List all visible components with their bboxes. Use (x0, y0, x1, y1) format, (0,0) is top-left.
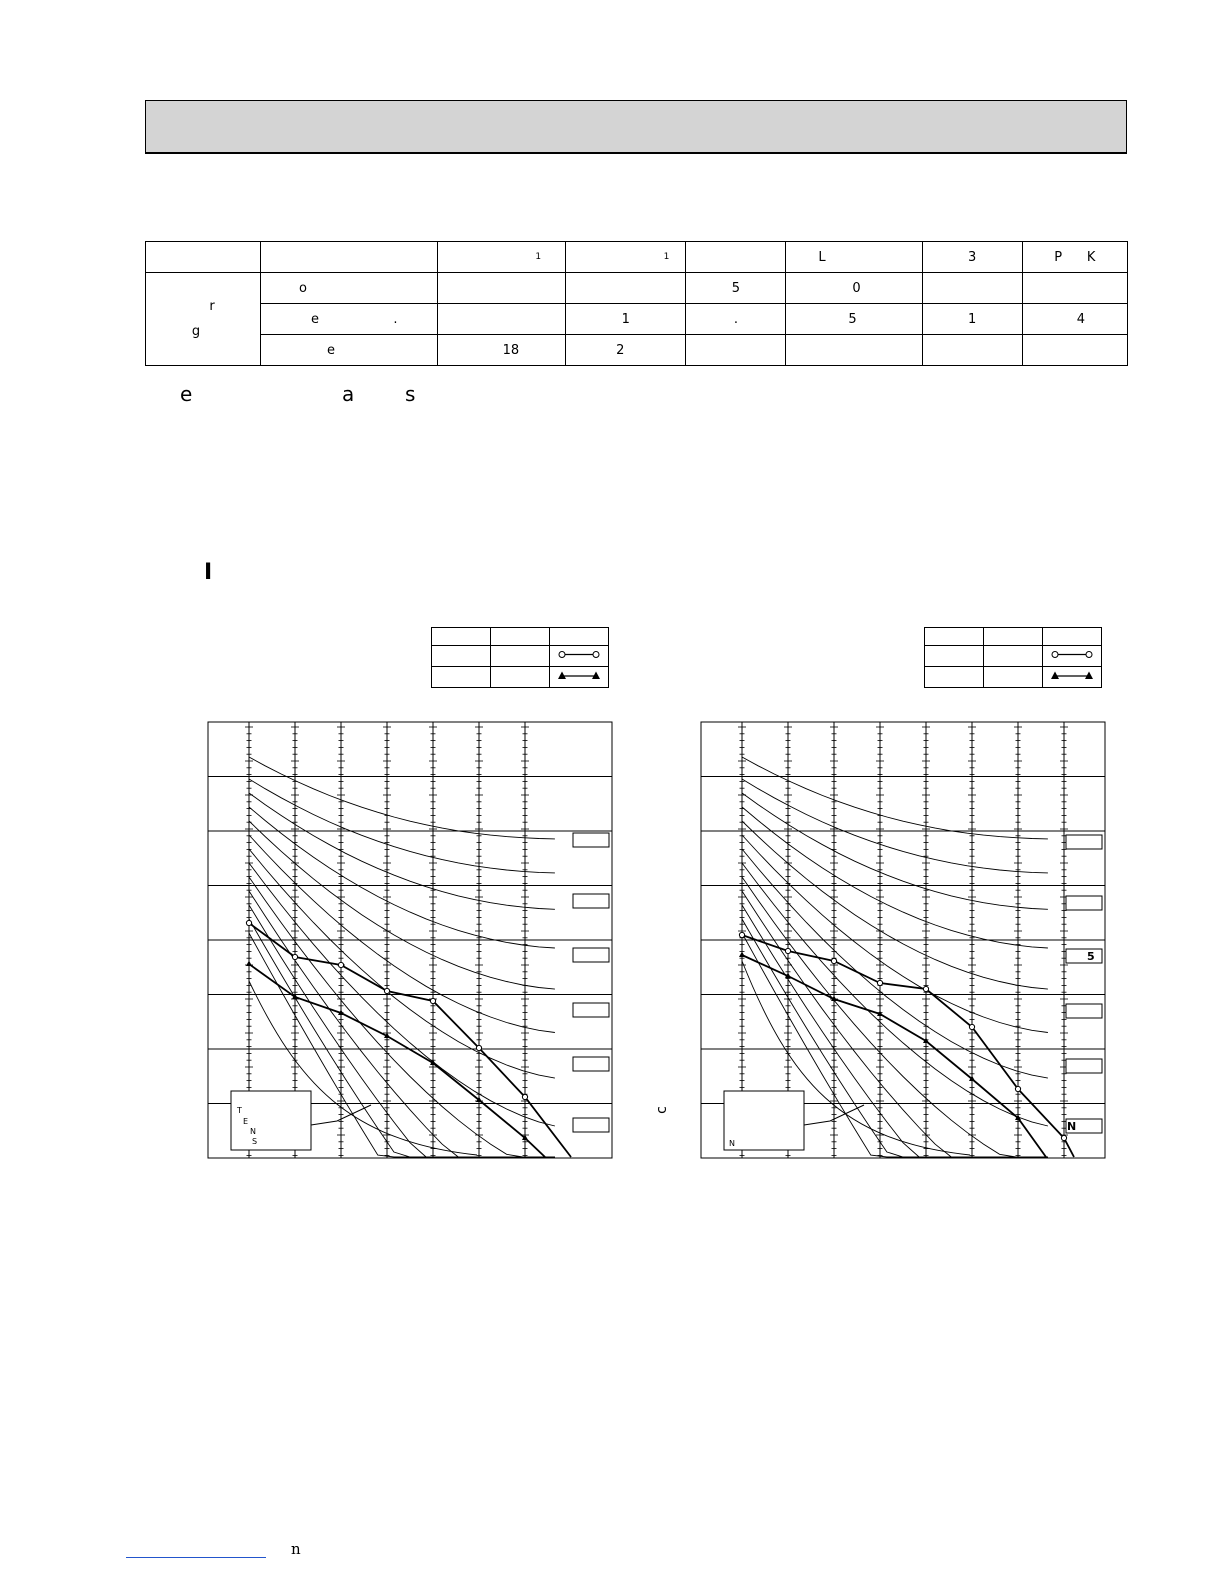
spec-row (146, 335, 1128, 366)
legend-row (432, 646, 609, 667)
curve-label-text: N (1067, 1120, 1077, 1133)
spec-header-cell: L (786, 242, 922, 273)
curve-label-box (573, 1003, 609, 1017)
subtitle-part: s (405, 382, 416, 406)
curve-label-box (573, 833, 609, 847)
spec-cell: . (686, 304, 786, 335)
series-point-circle (1015, 1086, 1020, 1091)
legend-cell (925, 646, 984, 667)
curve-label-box (573, 894, 609, 908)
subtitle-part: e (180, 382, 193, 406)
spec-row-label: e . (261, 304, 438, 335)
spec-cell (686, 335, 786, 366)
spec-row-label: o (261, 273, 438, 304)
spec-cell (438, 273, 566, 304)
curve-label-text: 5 (1087, 950, 1095, 963)
note-text: S (252, 1137, 258, 1146)
series-point-circle (430, 998, 435, 1003)
spec-cell: 5 (786, 304, 922, 335)
legend-symbol-triangle (550, 667, 609, 688)
subtitle-part: a (342, 382, 355, 406)
spec-header-cell (146, 242, 261, 273)
legend-symbol-circle (1043, 646, 1102, 667)
circle-line-icon (550, 646, 608, 663)
note-text: N (250, 1127, 256, 1136)
legend-right (924, 627, 1102, 688)
series-point-circle (739, 932, 744, 937)
curve-label-box (573, 948, 609, 962)
spec-cell: 4 (1022, 304, 1127, 335)
spec-row-label: e (261, 335, 438, 366)
legend-cell (491, 667, 550, 688)
legend-cell (1043, 628, 1102, 646)
spec-cell: 5 (686, 273, 786, 304)
spec-table (145, 241, 1128, 366)
footer-link-line (126, 1557, 266, 1558)
series-point-circle (476, 1045, 481, 1050)
spec-cell (438, 304, 566, 335)
note-text: E (243, 1117, 249, 1126)
spec-row (146, 304, 1128, 335)
spec-header-row (146, 242, 1128, 273)
series-point-circle (338, 962, 343, 967)
series-point-circle (969, 1024, 974, 1029)
curve-label-box (1066, 835, 1102, 849)
header-bar (145, 100, 1127, 154)
spec-group-cell (146, 273, 261, 366)
spec-cell: 1 (566, 304, 686, 335)
series-point-circle (877, 980, 882, 985)
legend-left (431, 627, 609, 688)
series-point-circle (384, 988, 389, 993)
legend-cell (432, 628, 491, 646)
series-point-circle (923, 986, 928, 991)
legend-cell (491, 628, 550, 646)
legend-cell (984, 667, 1043, 688)
section-heading: I (204, 560, 213, 585)
curve-label-box (1066, 949, 1102, 963)
legend-symbol-triangle (1043, 667, 1102, 688)
series-point-circle (246, 920, 251, 925)
note-text: T (237, 1106, 242, 1115)
spec-header-cell (261, 242, 438, 273)
series-point-circle (785, 948, 790, 953)
legend-row (925, 628, 1102, 646)
legend-row (925, 646, 1102, 667)
legend-cell (491, 646, 550, 667)
spec-cell: 2 (566, 335, 686, 366)
curve-label-box (1066, 1004, 1102, 1018)
side-label: c (653, 1106, 670, 1114)
spec-header-cell: 1 (566, 242, 686, 273)
circle-line-icon (1043, 646, 1101, 663)
legend-row (432, 628, 609, 646)
legend-cell (550, 628, 609, 646)
chart-right (700, 721, 1106, 1159)
legend-cell (984, 628, 1043, 646)
legend-cell (984, 646, 1043, 667)
series-point-circle (831, 958, 836, 963)
spec-group-label: r (209, 299, 215, 314)
series-point-circle (1061, 1135, 1066, 1140)
chart-left (207, 721, 613, 1159)
legend-cell (432, 667, 491, 688)
series-point-circle (292, 954, 297, 959)
legend-cell (925, 667, 984, 688)
note-box (724, 1091, 804, 1150)
legend-row (432, 667, 609, 688)
spec-header-cell: 1 (438, 242, 566, 273)
legend-cell (925, 628, 984, 646)
footer-text: n (291, 1540, 301, 1558)
legend-cell (432, 646, 491, 667)
spec-header-cell: P K (1022, 242, 1127, 273)
triangle-line-icon (1043, 667, 1101, 684)
spec-cell (1022, 335, 1127, 366)
curve-label-box (1066, 896, 1102, 910)
spec-cell (1022, 273, 1127, 304)
spec-cell (566, 273, 686, 304)
note-text: N (729, 1139, 735, 1148)
spec-cell (922, 273, 1022, 304)
triangle-line-icon (550, 667, 608, 684)
series-point-circle (522, 1094, 527, 1099)
spec-group-label: g (191, 324, 201, 339)
curve-label-box (1066, 1059, 1102, 1073)
spec-cell: 0 (786, 273, 922, 304)
spec-header-cell: 3 (922, 242, 1022, 273)
legend-symbol-circle (550, 646, 609, 667)
spec-cell: 1 (922, 304, 1022, 335)
curve-label-box (573, 1118, 609, 1132)
spec-cell (786, 335, 922, 366)
spec-header-cell (686, 242, 786, 273)
spec-cell: 18 (438, 335, 566, 366)
spec-row (146, 273, 1128, 304)
spec-cell (922, 335, 1022, 366)
legend-row (925, 667, 1102, 688)
curve-label-box (573, 1057, 609, 1071)
